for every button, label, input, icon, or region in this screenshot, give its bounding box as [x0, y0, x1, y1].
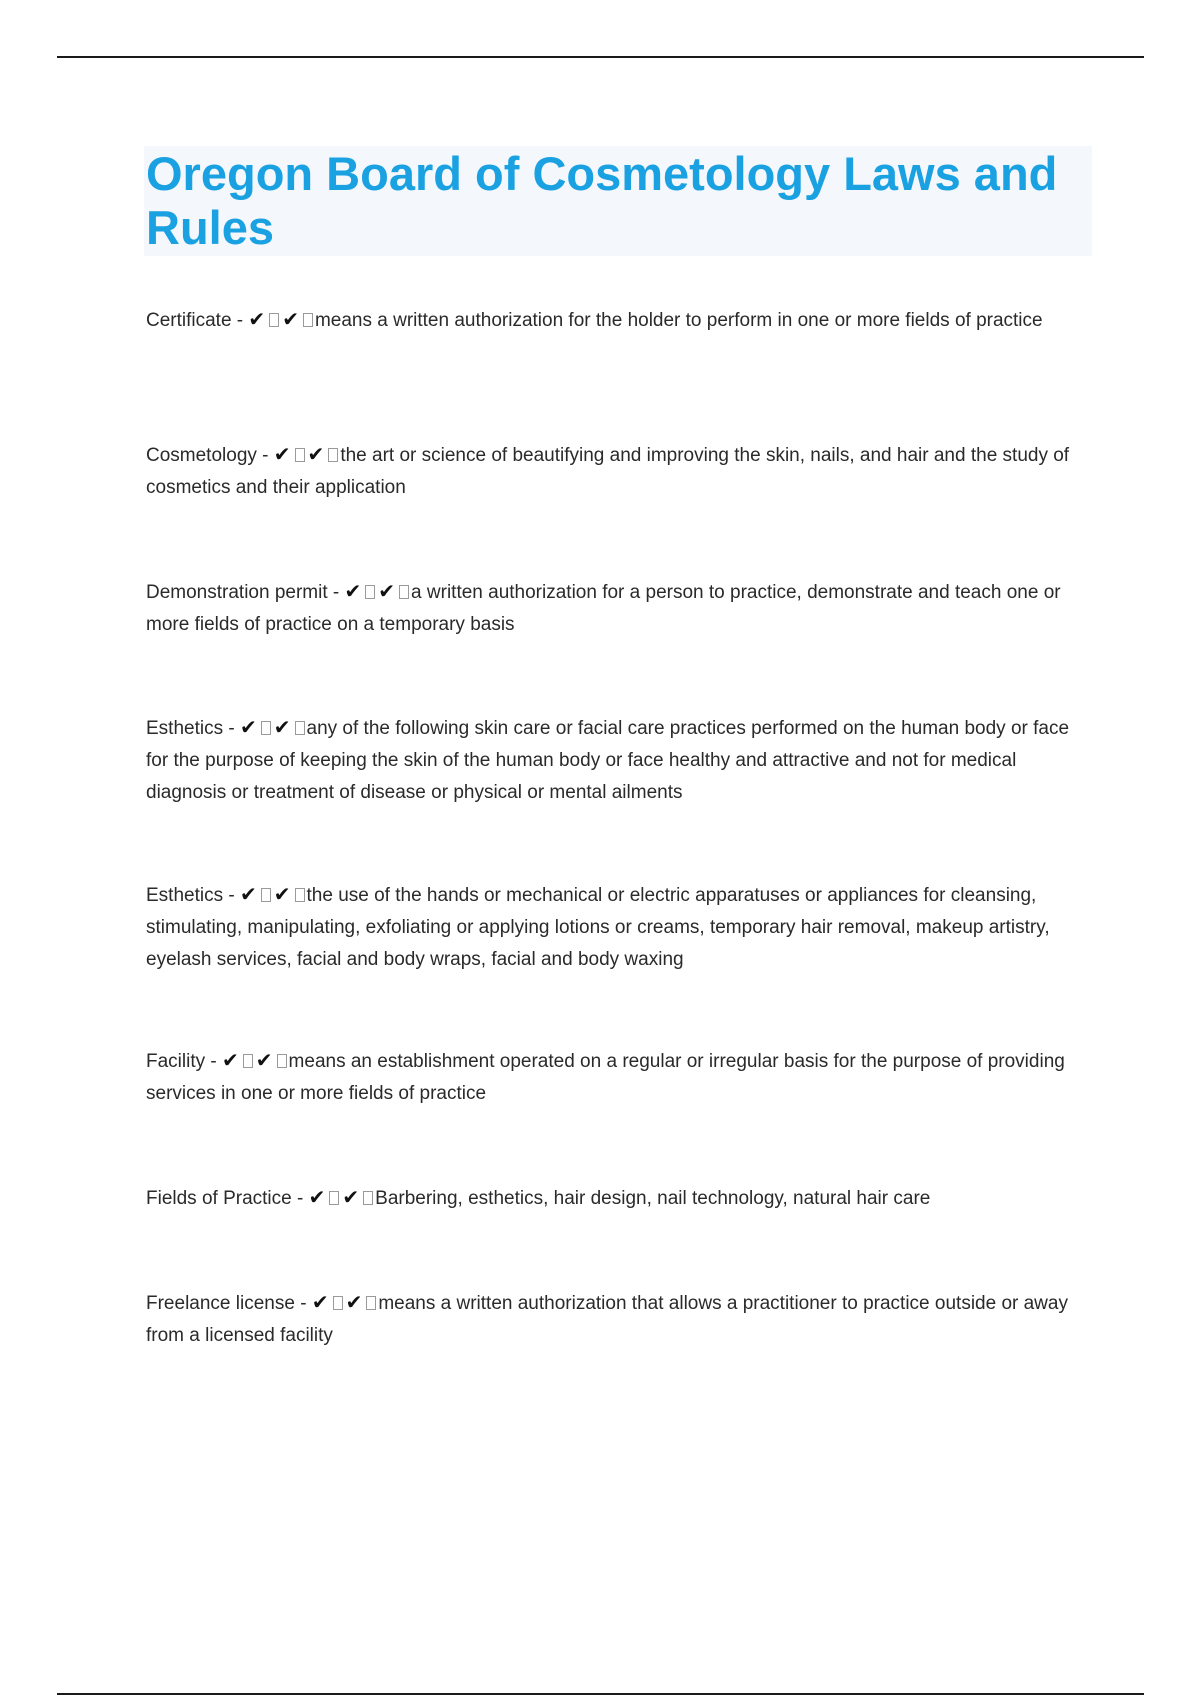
entry-term: Certificate — [146, 310, 232, 331]
entry-definition: means a written authorization for the holder to perform in one or more fields of practice — [314, 310, 1043, 331]
entry-separator: - — [327, 582, 345, 603]
entry-separator: - — [231, 310, 249, 331]
check-icon: ✔ — [273, 715, 291, 739]
check-icon: ✔ — [378, 579, 396, 603]
entry-separator: - — [256, 445, 274, 466]
entry-separator: - — [205, 1051, 223, 1072]
missing-glyph-box — [261, 888, 271, 902]
entry-term: Demonstration permit — [146, 582, 328, 603]
missing-glyph-box — [261, 721, 271, 735]
missing-glyph-box — [269, 313, 279, 327]
entry-term: Esthetics — [146, 718, 224, 739]
definition-entry — [146, 1044, 1096, 1110]
check-icon: ✔ — [273, 882, 291, 906]
entry-definition: the art or science of beautifying and improving the skin, nails, and hair and the study of cosmetics and their application — [146, 445, 1070, 498]
document-title: Oregon Board of Cosmetology Laws and Rules — [146, 147, 1058, 254]
entry-separator: - — [223, 718, 240, 739]
missing-glyph-box — [328, 448, 338, 462]
check-icon: ✔ — [255, 1048, 273, 1072]
check-icon: ✔ — [342, 1185, 360, 1209]
entry-term: Esthetics — [146, 885, 224, 906]
check-icon: ✔ — [273, 442, 291, 466]
definition-entry — [146, 1181, 1096, 1215]
footer-rule — [57, 1693, 1144, 1695]
missing-glyph-box — [243, 1054, 253, 1068]
entry-term: Freelance license — [146, 1293, 295, 1314]
check-icon: ✔ — [248, 307, 266, 331]
entry-definition: means an establishment operated on a regular or irregular basis for the purpose of providing services in one or more fields of practice — [146, 1051, 1065, 1104]
entry-term: Facility — [146, 1051, 206, 1072]
check-icon: ✔ — [222, 1048, 239, 1072]
definition-entry — [146, 575, 1096, 641]
check-icon: ✔ — [307, 442, 325, 466]
entry-definition: Barbering, esthetics, hair design, nail technology, natural hair care — [375, 1188, 931, 1209]
entry-definition: the use of the hands or mechanical or electric apparatuses or appliances for cleansing, stimulating, manipulating, exfoliating or applying lotions or creams, temporary hair removal, makeup artistry, eyelash services, facial and body wraps, facial and body waxing — [146, 885, 1050, 970]
check-icon: ✔ — [239, 715, 257, 739]
definition-entry — [146, 1286, 1096, 1352]
check-icon: ✔ — [282, 307, 299, 331]
missing-glyph-box — [303, 313, 313, 327]
missing-glyph-box — [277, 1054, 287, 1068]
entry-separator: - — [223, 885, 240, 906]
definition-entry — [146, 438, 1096, 504]
entry-separator: - — [294, 1293, 312, 1314]
entry-term: Cosmetology — [146, 445, 257, 466]
missing-glyph-box — [366, 1296, 376, 1310]
missing-glyph-box — [399, 585, 409, 599]
missing-glyph-box — [329, 1191, 339, 1205]
missing-glyph-box — [333, 1296, 343, 1310]
check-icon: ✔ — [308, 1185, 326, 1209]
missing-glyph-box — [295, 888, 305, 902]
entry-definition: a written authorization for a person to practice, demonstrate and teach one or more fields of practice on a temporary basis — [146, 582, 1061, 635]
definition-entry — [146, 711, 1096, 809]
definition-entry — [146, 303, 1096, 337]
header-rule — [57, 56, 1144, 58]
definition-entry — [146, 878, 1096, 976]
missing-glyph-box — [295, 448, 305, 462]
entry-definition: means a written authorization that allows a practitioner to practice outside or away from a licensed facility — [146, 1293, 1068, 1346]
missing-glyph-box — [295, 721, 305, 735]
check-icon: ✔ — [311, 1290, 329, 1314]
check-icon: ✔ — [344, 579, 362, 603]
title-banner — [144, 146, 1092, 256]
entry-separator: - — [291, 1188, 309, 1209]
check-icon: ✔ — [239, 882, 257, 906]
missing-glyph-box — [365, 585, 375, 599]
entry-definition: any of the following skin care or facial care practices performed on the human body or face for the purpose of keeping the skin of the human body or face healthy and attractive and not for medical diagnosis or treatment of disease or physical or mental ailments — [146, 718, 1070, 803]
entry-term: Fields of Practice — [146, 1188, 292, 1209]
check-icon: ✔ — [345, 1290, 363, 1314]
missing-glyph-box — [363, 1191, 373, 1205]
